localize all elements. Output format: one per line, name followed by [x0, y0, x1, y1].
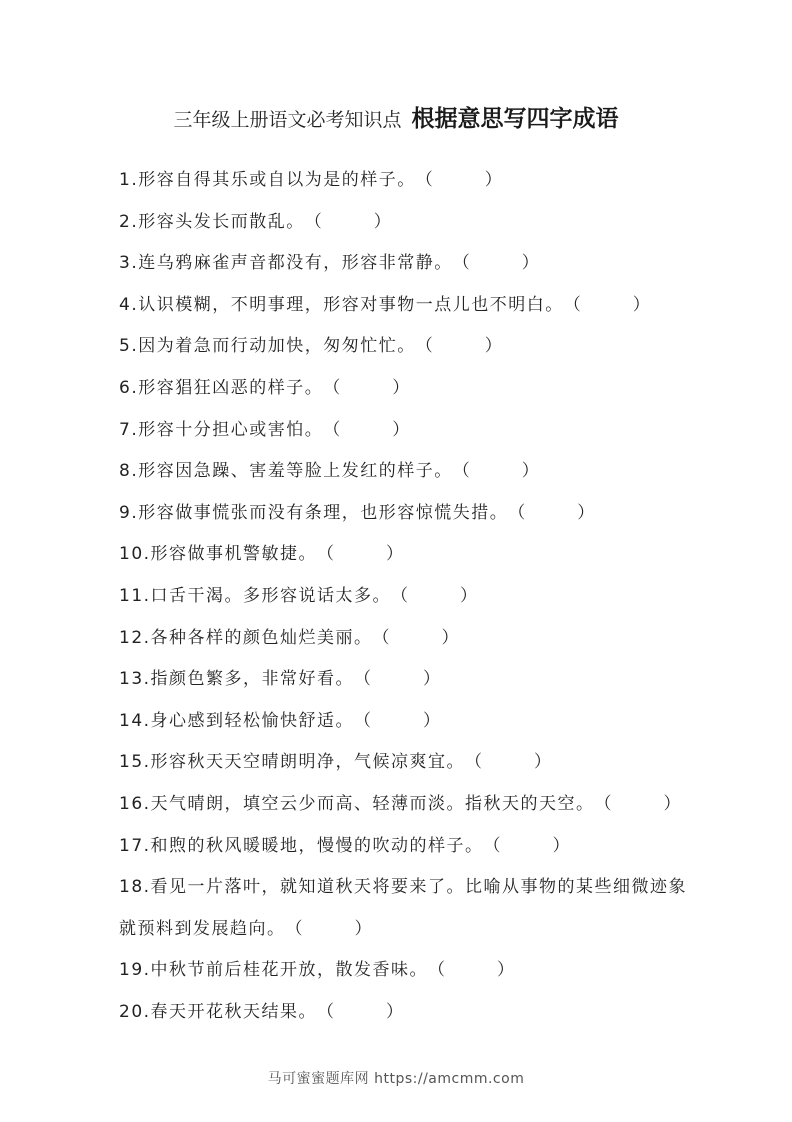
- answer-blank[interactable]: [323, 368, 409, 410]
- question-item: [119, 701, 689, 743]
- answer-blank[interactable]: [305, 202, 391, 244]
- answer-blank-close: ）: [497, 960, 515, 981]
- question-item: [119, 992, 689, 1034]
- question-text: 因为着急而行动加快，匆匆忙忙。: [138, 336, 416, 357]
- answer-blank-close: ）: [354, 918, 372, 939]
- question-text: 连乌鸦麻雀声音都没有，形容非常静。: [138, 253, 453, 274]
- answer-blank-close: ）: [392, 419, 410, 440]
- question-number: 16.: [119, 793, 151, 814]
- answer-blank[interactable]: [317, 534, 403, 576]
- question-number: 3.: [119, 253, 139, 274]
- answer-blank[interactable]: [416, 160, 502, 202]
- answer-blank-open: （: [304, 211, 322, 232]
- answer-blank-close: ）: [632, 294, 650, 315]
- question-text: 形容头发长而散乱。: [138, 211, 305, 232]
- answer-blank-open: （: [594, 793, 612, 814]
- answer-blank[interactable]: [354, 701, 440, 743]
- question-item: [119, 618, 689, 660]
- answer-blank-open: （: [323, 377, 341, 398]
- answer-blank[interactable]: [564, 285, 650, 327]
- question-number: 6.: [119, 377, 139, 398]
- question-item: [119, 576, 689, 618]
- question-item: [119, 534, 689, 576]
- answer-blank[interactable]: [286, 909, 372, 951]
- answer-blank-open: （: [452, 253, 470, 274]
- question-text: 中秋节前后桂花开放，散发香味。: [150, 960, 429, 981]
- answer-blank-close: ）: [441, 627, 459, 648]
- answer-blank[interactable]: [416, 326, 502, 368]
- question-text: 看见一片落叶，就知道秋天将要来了。比喻从事物的某些细微迹象就预料到发展趋向。: [119, 877, 688, 939]
- question-item: [119, 410, 689, 452]
- answer-blank-open: （: [323, 419, 341, 440]
- answer-blank-open: （: [285, 918, 303, 939]
- title-main: 根据意思写四字成语: [411, 106, 619, 132]
- answer-blank-open: （: [354, 669, 372, 690]
- page-title: [0, 100, 792, 133]
- question-text: 天气晴朗，填空云少而高、轻薄而淡。指秋天的天空。: [150, 793, 595, 814]
- answer-blank[interactable]: [508, 493, 594, 535]
- question-text: 身心感到轻松愉快舒适。: [150, 710, 355, 731]
- answer-blank-close: ）: [577, 502, 595, 523]
- question-text: 形容猖狂凶恶的样子。: [138, 377, 324, 398]
- question-text: 和煦的秋风暖暖地，慢慢的吹动的样子。: [150, 835, 484, 856]
- answer-blank-close: ）: [521, 253, 539, 274]
- answer-blank-close: ）: [484, 170, 502, 190]
- question-number: 8.: [119, 461, 139, 482]
- question-item: [119, 285, 689, 327]
- answer-blank[interactable]: [465, 742, 551, 784]
- answer-blank-open: （: [415, 336, 433, 357]
- answer-blank[interactable]: [373, 618, 459, 660]
- answer-blank-open: （: [428, 960, 446, 981]
- question-item: [119, 243, 689, 285]
- question-text: 指颜色繁多，非常好看。: [150, 669, 355, 690]
- question-text: 形容因急躁、害羞等脸上发红的样子。: [138, 461, 453, 482]
- question-text: 各种各样的颜色灿烂美丽。: [150, 627, 373, 648]
- question-text: 春天开花秋天结果。: [150, 1001, 318, 1022]
- answer-blank-open: （: [317, 544, 335, 565]
- question-item: [119, 326, 689, 368]
- question-item: [119, 202, 689, 244]
- question-number: 11.: [119, 585, 151, 606]
- answer-blank[interactable]: [595, 784, 681, 826]
- question-number: 5.: [119, 336, 139, 357]
- question-item: [119, 784, 689, 826]
- question-item: [119, 160, 689, 202]
- answer-blank-open: （: [391, 585, 409, 606]
- answer-blank-close: ）: [534, 752, 552, 773]
- answer-blank[interactable]: [323, 410, 409, 452]
- answer-blank-close: ）: [386, 1001, 404, 1022]
- answer-blank-close: ）: [392, 377, 410, 398]
- answer-blank[interactable]: [391, 576, 477, 618]
- question-number: 10.: [119, 544, 151, 565]
- answer-blank-open: （: [508, 502, 526, 523]
- question-item: [119, 659, 689, 701]
- answer-blank-close: ）: [423, 710, 441, 731]
- question-item: [119, 368, 689, 410]
- answer-blank-open: （: [415, 170, 433, 190]
- question-number: 1.: [119, 170, 139, 190]
- answer-blank[interactable]: [354, 659, 440, 701]
- question-number: 9.: [119, 502, 139, 523]
- question-number: 13.: [119, 669, 151, 690]
- question-number: 2.: [119, 211, 139, 232]
- question-item: [119, 867, 689, 950]
- answer-blank-open: （: [354, 710, 372, 731]
- question-item: [119, 493, 689, 535]
- answer-blank-open: （: [465, 752, 483, 773]
- answer-blank[interactable]: [453, 243, 539, 285]
- question-text: 认识模糊，不明事理，形容对事物一点儿也不明白。: [138, 294, 564, 315]
- question-text: 形容自得其乐或自以为是的样子。: [138, 170, 416, 190]
- question-number: 20.: [119, 1001, 151, 1022]
- question-text: 口舌干渴。多形容说话太多。: [150, 585, 392, 606]
- question-item: [119, 826, 689, 868]
- answer-blank-close: ）: [460, 585, 478, 606]
- answer-blank-close: ）: [552, 835, 570, 856]
- question-number: 4.: [119, 294, 139, 315]
- answer-blank-close: ）: [423, 669, 441, 690]
- answer-blank-close: ）: [663, 793, 681, 814]
- question-text: 形容十分担心或害怕。: [138, 419, 324, 440]
- question-list: [119, 160, 689, 1033]
- question-number: 14.: [119, 710, 151, 731]
- question-number: 15.: [119, 752, 151, 773]
- question-number: 17.: [119, 835, 151, 856]
- question-text: 形容做事机警敏捷。: [150, 544, 318, 565]
- question-number: 7.: [119, 419, 139, 440]
- answer-blank-open: （: [372, 627, 390, 648]
- answer-blank-open: （: [452, 461, 470, 482]
- answer-blank[interactable]: [428, 950, 514, 992]
- question-item: [119, 950, 689, 992]
- question-number: 18.: [119, 877, 151, 898]
- answer-blank-close: ）: [386, 544, 404, 565]
- question-number: 12.: [119, 627, 151, 648]
- answer-blank[interactable]: [317, 992, 403, 1034]
- title-subtitle: 三年级上册语文必考知识点: [173, 109, 402, 131]
- answer-blank-open: （: [317, 1001, 335, 1022]
- answer-blank-close: ）: [521, 461, 539, 482]
- answer-blank-close: ）: [373, 211, 391, 232]
- footer-watermark: 马可蜜蜜题库网 https://amcmm.com: [267, 1071, 525, 1087]
- question-text: 形容秋天天空晴朗明净，气候凉爽宜。: [150, 752, 466, 773]
- answer-blank[interactable]: [484, 826, 570, 868]
- answer-blank[interactable]: [453, 451, 539, 493]
- answer-blank-open: （: [483, 835, 501, 856]
- question-number: 19.: [119, 960, 151, 981]
- answer-blank-open: （: [563, 294, 581, 315]
- question-item: [119, 451, 689, 493]
- question-text: 形容做事慌张而没有条理，也形容惊慌失措。: [138, 502, 509, 523]
- answer-blank-close: ）: [484, 336, 502, 357]
- question-item: [119, 742, 689, 784]
